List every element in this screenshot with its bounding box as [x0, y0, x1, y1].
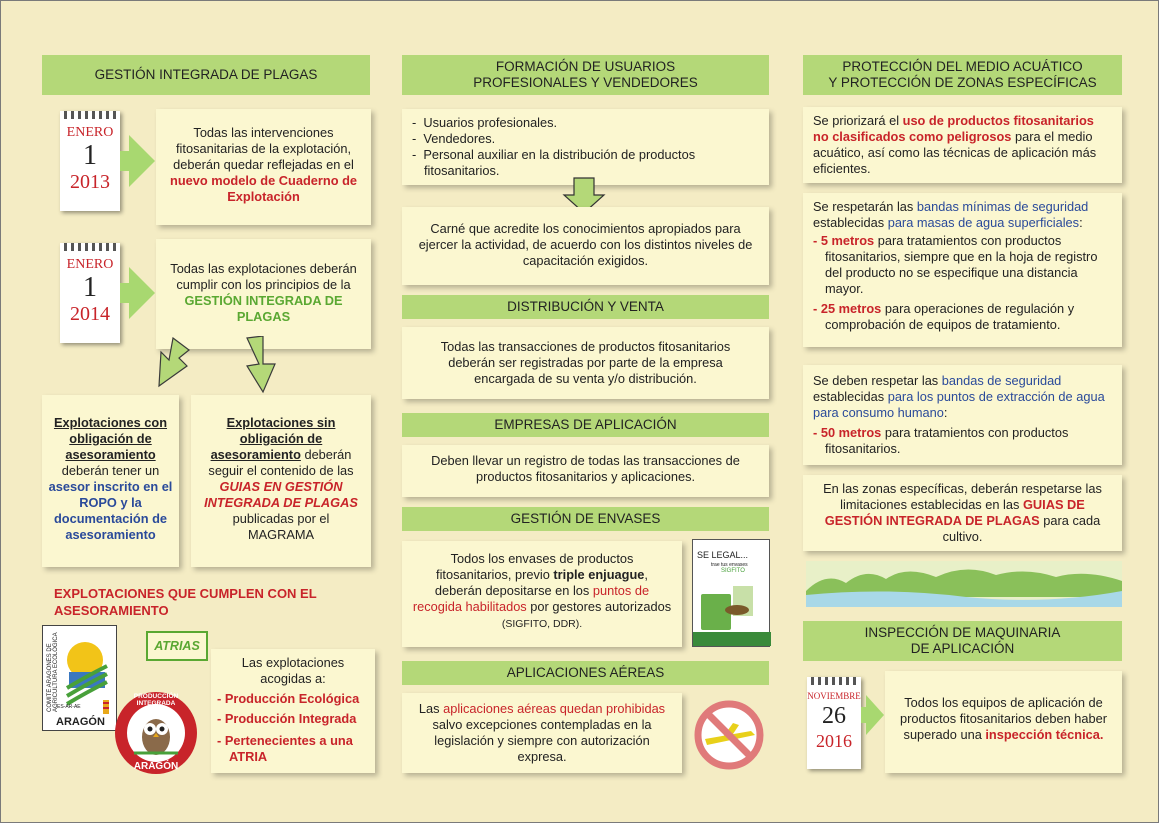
- calendar-day: 26: [822, 703, 846, 729]
- poster-subtitle: trae tus envases: [711, 562, 748, 568]
- header-inspeccion: INSPECCIÓN DE MAQUINARIA DE APLICACIÓN: [803, 621, 1122, 661]
- list-item: - Personal auxiliar en la distribución de productos fitosanitarios.: [412, 147, 696, 178]
- box-cuaderno: Todas las intervenciones fitosanitarias de la explotación, deberán quedar reflejadas en el nuevo modelo de Cuaderno de Explotación: [156, 109, 371, 225]
- atrias-badge: ATRIAS: [146, 631, 208, 661]
- box-bandas-consumo: [803, 365, 1122, 465]
- calendar-rings: [811, 677, 857, 685]
- box-distribucion: Todas las transacciones de productos fitosanitarios deberán ser registradas por parte de la empresa encargada de su venta y/o distribución.: [402, 327, 769, 399]
- arrow-right-icon: [129, 135, 155, 187]
- caae-logo-code: ES-AR-AE: [57, 704, 81, 710]
- no-plane-icon: [693, 699, 765, 771]
- box-carne: Carné que acredite los conocimientos apropiados para ejercer la actividad, de acuerdo con los distintos niveles de capacitación exigidos.: [402, 207, 769, 285]
- arrow-right-icon: [866, 695, 884, 735]
- produccion-integrada-logo: [114, 691, 198, 775]
- header-formacion: FORMACIÓN DE USUARIOS PROFESIONALES Y VENDEDORES: [402, 55, 769, 95]
- header-aereas: APLICACIONES AÉREAS: [402, 661, 769, 685]
- box-inspeccion: Todos los equipos de aplicación de productos fitosanitarios deben haber superado una inspección técnica.: [885, 671, 1122, 773]
- box-zonas-especificas: En las zonas específicas, deberán respetarse las limitaciones establecidas en las GUIAS DE GESTIÓN INTEGRADA DE PLAGAS para cada cultivo.: [803, 475, 1122, 551]
- list-item: - 5 metros para tratamientos con productos fitosanitarios, siempre que en la hoja de registro del producto no se especifique una distancia mayor.: [813, 233, 1098, 296]
- logo2-top-text: PRODUCCIÓN INTEGRADA: [133, 693, 179, 707]
- caae-logo: [42, 625, 117, 731]
- box-acogidas: [211, 649, 375, 773]
- bandas-consumo-intro: Se deben respetar las bandas de seguridad establecidas para los puntos de extracción de agua para consumo humano:: [813, 373, 1105, 420]
- cumplen-title: EXPLOTACIONES QUE CUMPLEN CON EL ASESORAMIENTO: [54, 586, 317, 618]
- box-usuarios: [402, 109, 769, 185]
- poster-brand: SIGFITO: [721, 568, 745, 574]
- header-empresas: EMPRESAS DE APLICACIÓN: [402, 413, 769, 437]
- calendar-2016: [807, 677, 861, 769]
- box-aereas: Las aplicaciones aéreas quedan prohibidas salvo excepciones contempladas en la legislación y siempre con autorización expresa.: [402, 693, 682, 773]
- calendar-rings: [64, 111, 116, 119]
- calendar-month: ENERO: [66, 257, 114, 272]
- acogidas-title: Las explotaciones acogidas a:: [241, 655, 345, 686]
- bandas-intro: Se respetarán las bandas mínimas de seguridad establecidas para masas de agua superficiales:: [813, 199, 1089, 230]
- box-priorizara: Se priorizará el uso de productos fitosanitarios no clasificados como peligrosos para el medio acuático, así como las técnicas de aplicación más eficientes.: [803, 107, 1122, 183]
- box-envases: Todos los envases de productos fitosanitarios, previo triple enjuague, deberán depositarse en los puntos de recogida habilitados por gestores autorizados (SIGFITO, DDR).: [402, 541, 682, 647]
- header-gip: GESTIÓN INTEGRADA DE PLAGAS: [42, 55, 370, 95]
- list-item: - 25 metros para operaciones de regulación y comprobación de equipos de tratamiento.: [813, 301, 1075, 332]
- acogidas-item: - Pertenecientes a una ATRIA: [217, 733, 353, 764]
- landscape-image: [806, 561, 1122, 607]
- calendar-2014: [60, 243, 120, 343]
- header-medio-acuatico: PROTECCIÓN DEL MEDIO ACUÁTICO Y PROTECCIÓN DE ZONAS ESPECÍFICAS: [803, 55, 1122, 95]
- caae-logo-text: COMITÉ ARAGONÉS DE AGRICULTURA ECOLÓGICA: [47, 632, 59, 712]
- poster-title: SE LEGAL...: [697, 550, 749, 560]
- logo2-bottom-text: ARAGÓN: [133, 761, 179, 772]
- calendar-year: 2014: [70, 303, 110, 325]
- box-empresas: Deben llevar un registro de todas las transacciones de productos fitosanitarios y aplicaciones.: [402, 445, 769, 497]
- acogidas-item: - Producción Integrada: [217, 711, 357, 726]
- calendar-2013: [60, 111, 120, 211]
- calendar-year: 2013: [70, 171, 110, 193]
- list-item: - Usuarios profesionales.: [412, 115, 558, 130]
- acogidas-item: - Producción Ecológica: [217, 691, 360, 706]
- calendar-month: NOVIEMBRE: [807, 691, 861, 701]
- sigfito-poster: [692, 539, 770, 647]
- down-arrows-icon: [151, 336, 291, 396]
- poster-graphic: [693, 576, 771, 646]
- header-distribucion: DISTRIBUCIÓN Y VENTA: [402, 295, 769, 319]
- header-envases: GESTIÓN DE ENVASES: [402, 507, 769, 531]
- calendar-month: ENERO: [66, 125, 114, 140]
- calendar-year: 2016: [816, 731, 852, 751]
- box-gip-principios: Todas las explotaciones deberán cumplir con los principios de la GESTIÓN INTEGRADA DE PLAGAS: [156, 239, 371, 349]
- box-con-obligacion: Explotaciones con obligación de asesoramiento deberán tener un asesor inscrito en el ROPO y la documentación de asesoramiento: [42, 395, 179, 567]
- box-bandas-superficiales: [803, 193, 1122, 347]
- arrow-right-icon: [129, 267, 155, 319]
- calendar-day: 1: [83, 140, 97, 171]
- list-item: - Vendedores.: [412, 131, 496, 146]
- box-sin-obligacion: Explotaciones sin obligación de asesoramiento deberán seguir el contenido de las GUIAS EN GESTIÓN INTEGRADA DE PLAGAS publicadas por el MAGRAMA: [191, 395, 371, 567]
- calendar-day: 1: [83, 272, 97, 303]
- list-item: - 50 metros para tratamientos con productos fitosanitarios.: [813, 425, 1069, 456]
- calendar-rings: [64, 243, 116, 251]
- caae-logo-aragon: ARAGÓN: [56, 716, 105, 728]
